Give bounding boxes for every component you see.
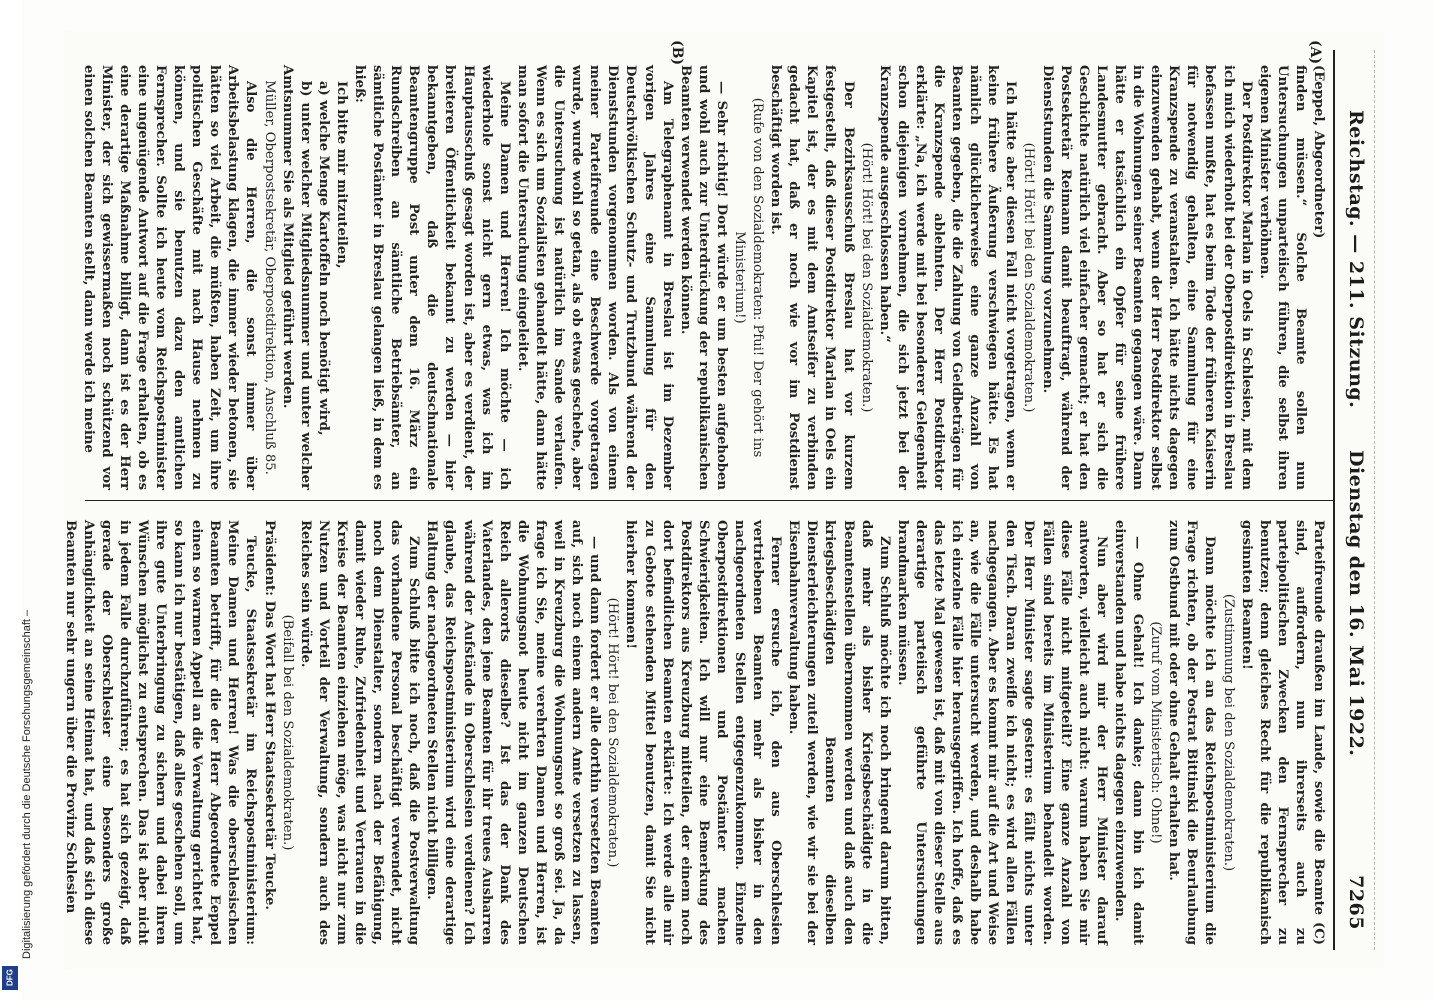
- paragraph: Zum Schluß möchte ich noch bringend darum bitten, daß mehr als bisher Kriegsbeschädigte in die Beamtenstellen übernommen werden und daß auch den kriegsbeschädigten Beamten dieselben Diensterleichterungen zuteil werden, wie wir sie bei der Eisenbahnverwaltung haben.: [786, 520, 892, 945]
- paragraph: (Rufe von den Sozialdemokraten: Pfui! Der gehört ins Ministerium!): [732, 97, 766, 458]
- column-rule: [85, 500, 1335, 501]
- paragraph: — Sehr richtig! Dort würde er um besten aufgehoben und wohl auch zur Unterdrückung der republikanischen Beamten verwendet werden können.: [677, 65, 729, 490]
- paragraph: — Ohne Gehalt! Ich danke; dann bin ich damit einverstanden und habe nichts dagegen einzuwenden.: [1111, 520, 1146, 945]
- paragraph: Präsident: Das Wort hat Herr Staatssekretär Teucke.: [261, 520, 277, 911]
- paragraph: — und dann fordert er alle dorthin versetzten Beamten auf, sich noch einem andern Amte versetzen zu lassen, weil in Kreuzburg die Wohnungsnot so groß sei. Ja, da frage ich Sie, meine verehrten Damen und Herren, ist die Wohnungsnot heute nicht im ganzen Deutschen Reich allerorts dieselbe? Ist das der Dank des Vaterlandes, den jene Beamten für ihr treues Ausharren während der Aufstände in Oberschlesien verdienen? Ich glaube, das Reichspostministerium wird eine derartige Haltung der nachgeordneten Stellen nicht billigen.: [424, 520, 603, 945]
- paragraph: Also die Herren, die sonst immer über Arbeitsbelastung klagen, die immer wieder betonen, sie hätten so viel Arbeit, die müßten, haben Zeit, um ihre politischen Geschäfte mit nach Hause nehmen zu können, und sie benutzen dazu den amtlichen Fernsprecher. Sollte ich heute vom Reichspostminister eine ungenügende Antwort auf die Frage erhalten, ob es eine derartige Maßnahme billigt, dann ist es der Herr Minister, der sich gewissermaßen noch schützend vor einen solchen Beamten stellt, dann werde ich meine: [80, 65, 259, 490]
- credit-bar: [0, 0, 33, 1000]
- paragraph: (Hört! Hört! bei den Sozialdemokraten.): [1021, 142, 1037, 413]
- dfg-logo-icon: DFG: [2, 966, 18, 990]
- paragraph: Ferner ersuche ich, den aus Oberschlesien vertriebenen Beamten mehr als bisher in den nachgeordneten Stellen entgegenzukommen. Einzelne Oberpostdirektionen und Postämter machen Schwierigkeiten. Ich will nur eine Bemerkung des Postdirektors aus Kreuzburg mitteilen, der einem noch dort befindlichen Beamten erklärte: Ich werde alle mir zu Gebote stehenden Mittel benutzen, damit Sie nicht hierher kommen!: [623, 520, 784, 945]
- paragraph: (Hört! Hört! bei den Sozialdemokraten.): [858, 142, 874, 413]
- paragraph: Der Postdirektor Marlan in Oels in Schlesien, mit dem ich mich wiederholt bei der Oberpostdirektion in Breslau befassen mußte, hat es beim Tode der früheren Kaiserin für notwendig gehalten, eine Sammlung für eine Kranzspende zu veranstalten. Ich hätte nichts dagegen einzuwenden gehabt, wenn der Herr Postdirektor selbst in die Wohnungen seiner Beamten gegangen wäre. Dann hätte er tatsächlich ein Opfer für seine frühere Landesmutter gebracht. Aber so hat er sich die Geschichte natürlich viel einfacher gemacht; er hat den Postsekretär Reimann damit beauftragt, während der Dienststunden die Sammlung vorzunehmen.: [1039, 65, 1254, 490]
- page-header: [1337, 70, 1367, 940]
- margin-mark-b: (B): [669, 40, 685, 66]
- paragraph: Teucke, Staatssekretär im Reichspostministerium: Meine Damen und Herren! Was die oberschlesischen Beamten betrifft, für die der Herr Abgeordnete Eeppel einen so warmen Appell an die Verwaltung gerichtet hat, so kann ich nur bestätigen, daß alles geschehen soll, um ihre gute Unterbringung zu sichern und dabei ihren Wünschen möglichst zu entsprechen. Das ist aber nicht in jedem Falle durchzuführen; es hat sich gezeigt, daß gerade der Oberschlesier eine besonders große Anhänglichkeit an seine Heimat hat, und daß sich diese Beamten nur sehr ungern über die Provinz Schlesien: [62, 520, 259, 945]
- paragraph: (Zustimmung bei den Sozialdemokraten.): [1220, 593, 1236, 872]
- paragraph: Parteifreunde draußen im Lande, sowie die Beamte (C) sind, auffordern, nun ihrerseits auch zu parteipolitischen Zwecken den Fernsprecher zu benutzen; denn gleiches Recht für die republikanisch gesinnten Beamten!: [1238, 520, 1326, 945]
- paragraph: Dann möchte ich an das Reichspostministerium die Frage richten, ob der Postrat Bittinski die Beurlaubung zum Ostbund mit oder ohne Gehalt erhalten hat.: [1166, 520, 1218, 945]
- paragraph: Meine Damen und Herren! Ich möchte — ich wiederhole sonst nicht gern etwas, was ich im Hauptausschuß gesagt worden ist, aber es verdient, der breiteren Öffentlichkeit bekannt zu werden — hier bekanntgeben, daß die deutschnationale Beamtengruppe Post unter dem 16. März ein Rundschreiben an sämtliche Betriebsämter, an sämtliche Postämter in Breslau gelangen ließ, in dem es hieß:: [352, 65, 512, 490]
- paragraph: Ich hätte aber diesen Fall nicht vorgetragen, wenn er keine frühere Äußerung verschwiegen hätte. Es hat nämlich glücklicherweise eine ganze Anzahl von Beamten gegeben, die die Zahlung von Geldbeträgen für die Kranzspende ablehnten. Der Herr Postdirektor erklärte: „Na, ich werde mit bei besonderer Gelegenheit schon diejenigen vornehmen, die sich jetzt bei der Kranzspende ausgeschlossen haben.“: [876, 65, 1019, 490]
- page-edge: [1374, 50, 1375, 950]
- paragraph: Müller, Oberpostsekretär, Oberpostdirektion, Anschluß 85.: [261, 80, 277, 475]
- paragraph: b) unter welcher Mitgliedsnummer und unter welcher Amtsnummer Sie als Mitglied geführt werden.: [279, 65, 313, 490]
- paragraph: Der Bezirksausschuß Breslau hat vor kurzem festgestellt, daß dieser Postdirektor Marlan in Oels ein Kapitel ist, der es mit dem Amtseifer zu verbinden gedacht hat, daß er noch wie vor im Postdienst beschäftigt worden ist.: [768, 65, 856, 490]
- paragraph: Ich bitte mir mitzuteilen,: [333, 81, 349, 269]
- header-center: Dienstag den 16. Mai 1922.: [1345, 450, 1367, 757]
- right-column: [60, 520, 1327, 945]
- credit-text: Digitalisierung gefördert durch die Deutsche Forschungsgemeinschaft –: [21, 609, 33, 959]
- paragraph: (Eeppel, Abgeordneter): [1311, 65, 1326, 239]
- paragraph: Zum Schluß bitte ich noch, daß die Postverwaltung das vorhandene Personal beschäftigt verwendet, nicht noch dem Dienstalter, sondern nach der Befähigung, damit wieder Ruhe, Zufriedenheit und Vertrauen in die Kreise der Beamten einziehen möge, was nicht nur zum Nutzen und Vorteil der Verwaltung, sondern auch des Reiches sein würde.: [297, 520, 422, 945]
- paragraph: Nun aber wird mir der Herr Minister darauf antworten, vielleicht auch nicht: warum haben Sie mir diese Fälle nicht mitgeteilt? Eine ganze Anzahl von Fällen sind bereits im Ministerium behandelt worden. Der Herr Minister sagte gestern: es fällt nichts unter den Tisch. Daran zweifle ich nicht; es wird allen Fällen nachgegangen. Aber es kommt mir auf die Art und Weise an, wie die Fälle untersucht werden, und deshalb habe ich einzelne Fälle hier herausgegriffen. Ich hoffe, daß es das letzte Mal gewesen ist, daß mit von dieser Stelle aus derartige parteiisch geführte Untersuchungen brandmarken müssen.: [894, 520, 1109, 945]
- paragraph: (Zuruf vom Ministertisch: Ohne!): [1148, 621, 1164, 844]
- margin-mark-a: (A): [1307, 40, 1323, 65]
- header-left: Reichstag. — 211. Sitzung.: [1345, 110, 1367, 409]
- scanned-page: [62, 30, 1385, 970]
- paragraph: Am Telegraphenamt in Breslau ist im Dezember vorigen Jahres eine Sammlung für den Deutschvölkischen Schutz- und Trutzbund während der Dienststunden vorgenommen worden. Als von einem meiner Parteifreunde eine Beschwerde vorgetragen wurde, wurde wohl so getan, als ob etwas geschehe, aber die Untersuchung ist natürlich im Sande verlaufen. Wenn es sich um Sozialisten gehandelt hätte, dann hätte man sofort die Untersuchung eingeleitet.: [514, 65, 675, 490]
- paragraph: finden müssen.“ Solche Beamte sollen nun Untersuchungen unparteiisch führen, die selbst ihren eigenen Minister verhöhnen.: [1256, 65, 1308, 490]
- paragraph: (Beifall bei den Sozialdemokraten.): [279, 614, 295, 851]
- left-column: [79, 65, 1327, 490]
- paragraph: a) welche Menge Kartoffeln noch benötigt wird,: [315, 81, 331, 436]
- paragraph: (Hört! Hört! bei den Sozialdemokraten.): [605, 597, 621, 868]
- page-number: 7265: [1345, 875, 1367, 930]
